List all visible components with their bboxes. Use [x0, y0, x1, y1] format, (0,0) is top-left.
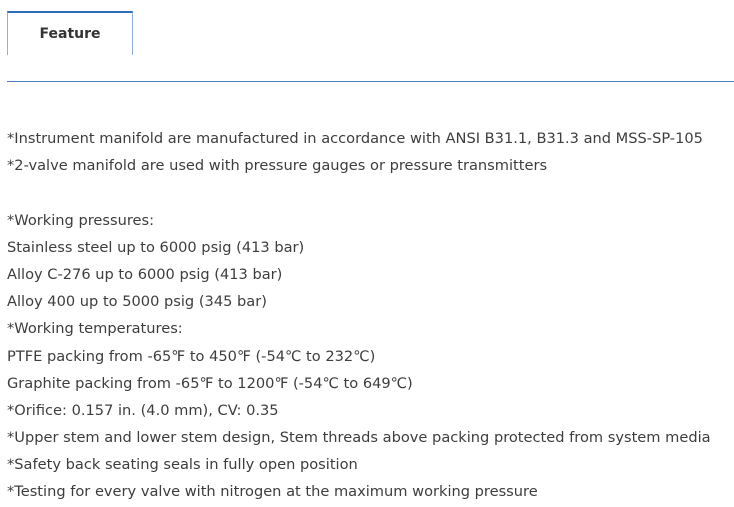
feature-line: Alloy C-276 up to 6000 psig (413 bar) — [7, 265, 283, 283]
feature-line: Alloy 400 up to 5000 psig (345 bar) — [7, 293, 267, 311]
paragraph-spacer — [7, 179, 732, 206]
feature-line: *Upper stem and lower stem design, Stem threads above packing protected from system media — [7, 429, 711, 447]
feature-line: *2-valve manifold are used with pressure gauges or pressure transmitters — [7, 157, 548, 175]
feature-line: *Orifice: 0.157 in. (4.0 mm), CV: 0.35 — [7, 401, 279, 419]
tab-divider — [7, 81, 734, 82]
feature-line: *Working pressures: — [7, 211, 155, 229]
tab-feature[interactable]: Feature — [7, 11, 133, 55]
feature-line: Graphite packing from -65℉ to 1200℉ (-54℃ to 649℃) — [7, 374, 413, 392]
feature-line: Stainless steel up to 6000 psig (413 bar) — [7, 238, 305, 256]
feature-content — [7, 125, 732, 506]
feature-line: PTFE packing from -65℉ to 450℉ (-54℃ to 232℃) — [7, 347, 376, 365]
feature-line: *Instrument manifold are manufactured in accordance with ANSI B31.1, B31.3 and MSS-SP-105 — [7, 130, 703, 147]
feature-line: *Working temperatures: — [7, 320, 183, 338]
tab-bar — [7, 11, 734, 82]
feature-line: *Safety back seating seals in fully open position — [7, 456, 358, 474]
feature-line: *Testing for every valve with nitrogen at the maximum working pressure — [7, 483, 538, 501]
